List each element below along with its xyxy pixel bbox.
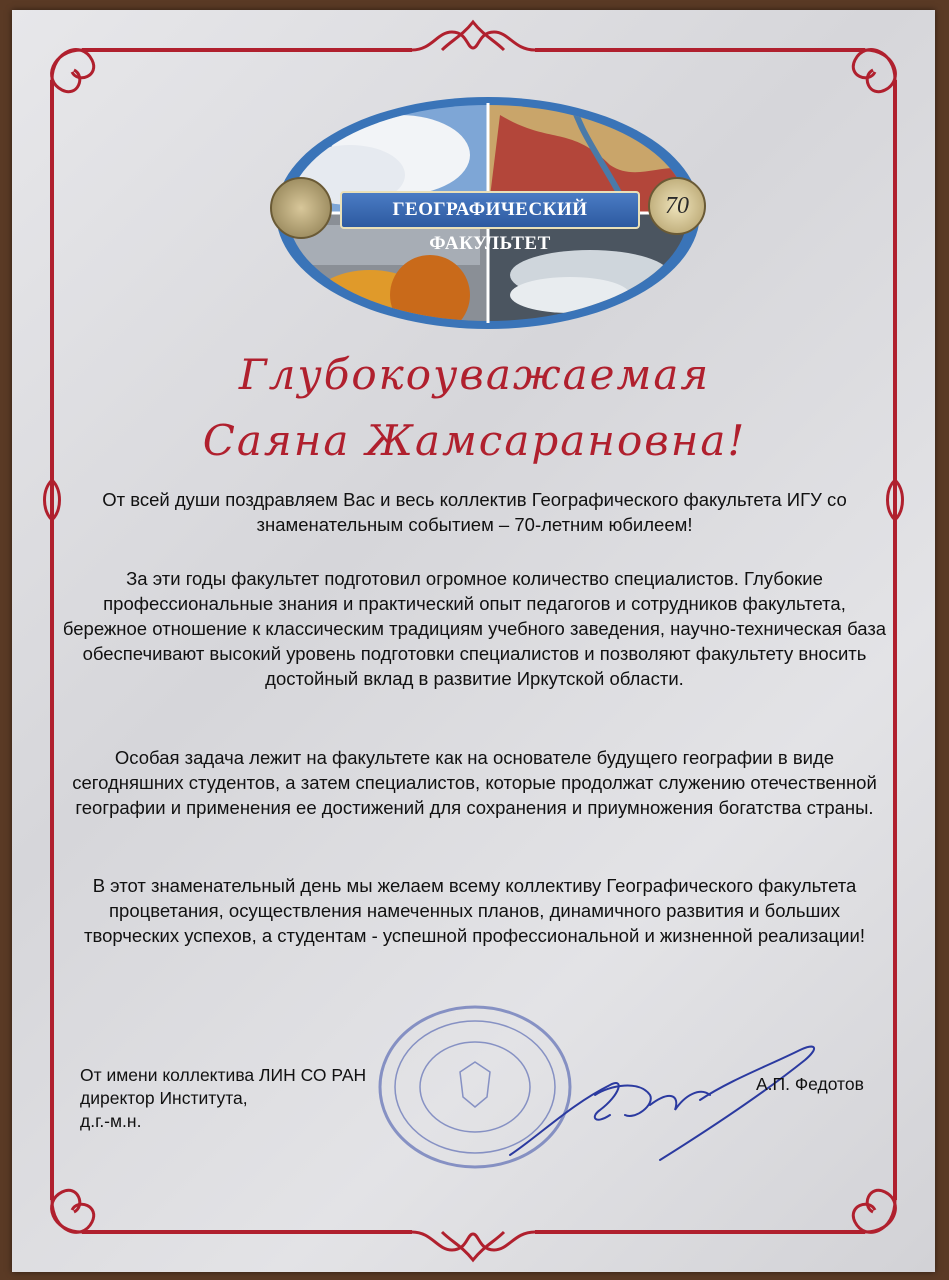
faculty-emblem xyxy=(270,95,706,331)
anniversary-badge: 70 xyxy=(648,177,706,235)
emblem-title: ГЕОГРАФИЧЕСКИЙ ФАКУЛЬТЕТ xyxy=(340,191,640,229)
signatory-name: А.П. Федотов xyxy=(756,1074,864,1094)
signature-line-degree: д.г.-м.н. xyxy=(80,1111,142,1131)
body-paragraph-1: От всей души поздравляем Вас и весь коллектив Географического факультета ИГУ со знаменательным событием – 70-летним юбилеем! xyxy=(102,489,847,535)
body-paragraph-3: Особая задача лежит на факультете как на основателе будущего географии в виде сегодняшних студентов, а затем специалистов, которые продолжат служению отечественной географии и применения ее достижений для сохранения и приумножения богатства страны. xyxy=(72,747,877,818)
signature-line-position: директор Института, xyxy=(80,1088,248,1108)
body-paragraph-2: За эти годы факультет подготовил огромное количество специалистов. Глубокие профессиональные знания и практический опыт педагогов и сотрудников факультета, бережное отношение к классическим традициям учебного заведения, научно-техническая база обеспечивают высокий уровень подготовки специалистов и позволяют факультету вносить достойный вклад в развитие Иркутской области. xyxy=(62,568,887,689)
signatory-details xyxy=(80,1064,366,1133)
body-paragraph-4: В этот знаменательный день мы желаем всему коллективу Географического факультета процветания, осуществления намеченных планов, динамичного развития и больших творческих успехов, а студентам - успешной профессиональной и жизненной реализации! xyxy=(83,875,865,946)
handwritten-signature xyxy=(500,1025,830,1175)
university-seal-icon xyxy=(270,177,332,239)
greeting-line-2: Саяна Жамсарановна! xyxy=(202,416,747,465)
signature-line-organization: От имени коллектива ЛИН СО РАН xyxy=(80,1065,367,1085)
greeting-line-1: Глубокоуважаемая xyxy=(238,350,711,399)
